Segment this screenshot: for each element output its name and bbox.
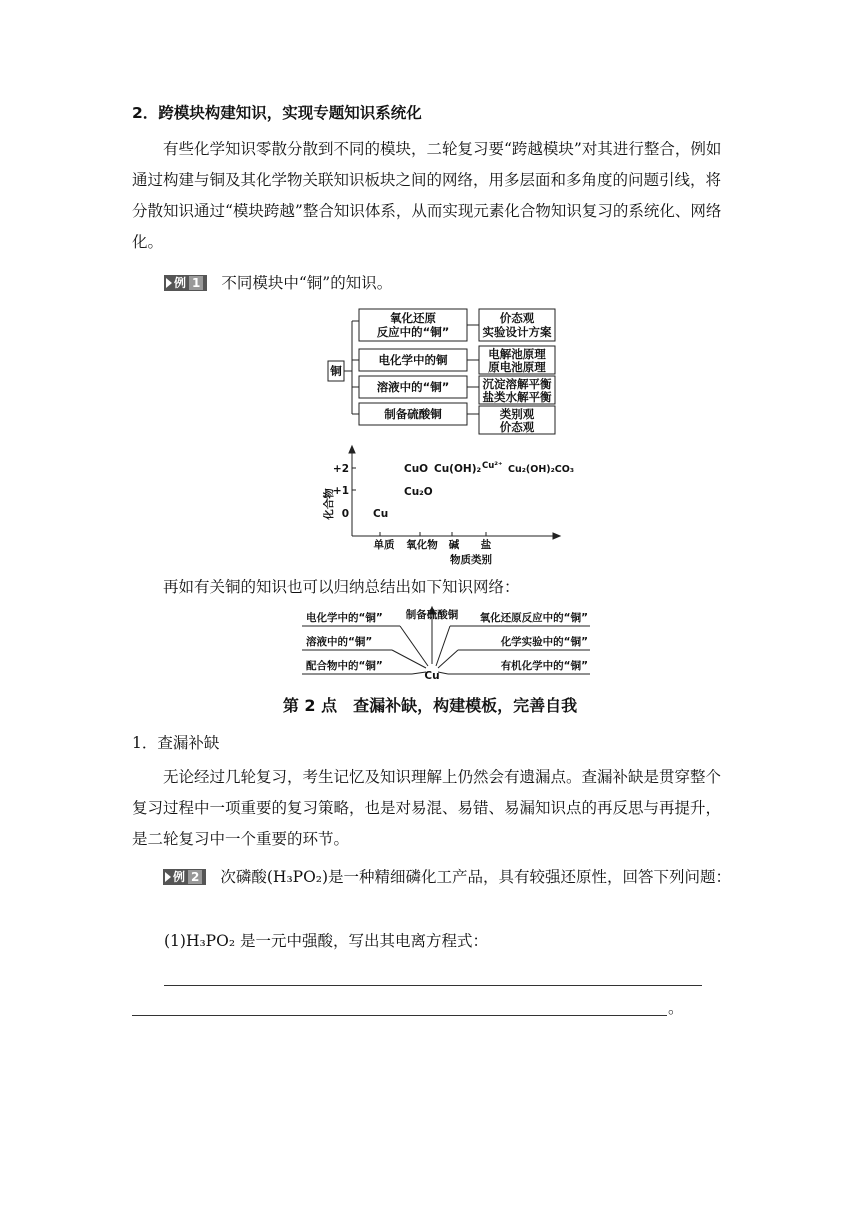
copper-tree-diagram — [325, 306, 565, 436]
net-right-1: 化学实验中的“铜” — [500, 636, 588, 648]
y-tick-plus1: +1 — [332, 485, 349, 497]
net-right-2: 有机化学中的“铜” — [500, 660, 588, 672]
tree-b1-r2: 原电池原理 — [488, 360, 546, 374]
valence-chart — [318, 444, 578, 570]
tree-root: 铜 — [330, 364, 342, 378]
tree-b1-r1: 电解池原理 — [488, 347, 546, 361]
tree-b3-l1: 制备硫酸铜 — [384, 407, 442, 421]
tree-b0-l2: 反应中的“铜” — [376, 325, 450, 339]
example-2 — [132, 862, 732, 893]
item-cu2plus: Cu²⁺ — [482, 461, 503, 471]
y-axis-arrow — [349, 446, 355, 453]
x-tick-salt: 盐 — [480, 539, 492, 551]
tree-b0-l1: 氧化还原 — [390, 311, 436, 325]
question-1: (1)H₃PO₂ 是一元中强酸，写出其电离方程式： — [164, 932, 488, 950]
example-2-text: 次磷酸(H₃PO₂)是一种精细磷化工产品，具有较强还原性，回答下列问题： — [220, 868, 732, 886]
section-2-sub: 1．查漏补缺 — [132, 734, 220, 752]
intro-paragraph: 有些化学知识零散分散到不同的模块，二轮复习要“跨越模块”对其进行整合，例如通过构建与铜及其化学物关联知识板块之间的网络，用多层面和多角度的问题引线，将分散知识通过“模块跨越”整合知识体系，从而实现元素化合物知识复习的系统化、网络化。 — [132, 140, 722, 251]
y-tick-zero: 0 — [341, 508, 349, 520]
item-cuoh2: Cu(OH)₂ — [434, 463, 482, 475]
example-1-text: 不同模块中“铜”的知识。 — [221, 274, 393, 292]
tree-b2-r1: 沉淀溶解平衡 — [482, 377, 552, 391]
section-heading: 2．跨模块构建知识，实现专题知识系统化 — [132, 104, 422, 122]
y-tick-plus2: +2 — [332, 463, 349, 475]
section-2-paragraph: 无论经过几轮复习，考生记忆及知识理解上仍然会有遗漏点。查漏补缺是贯穿整个复习过程中一项重要的复习策略，也是对易混、易错、易漏知识点的再反思与再提升，是二轮复习中一个重要的环节。 — [132, 768, 722, 848]
tree-b2-r2: 盐类水解平衡 — [482, 390, 552, 404]
y-axis-label: 化合物 — [323, 488, 335, 520]
tree-b1-l1: 电化学中的铜 — [378, 353, 448, 367]
net-top: 制备硫酸铜 — [405, 609, 459, 621]
tree-b3-r2: 价态观 — [499, 420, 535, 434]
x-tick-elemental: 单质 — [373, 539, 395, 551]
example-tag: 例 1 — [164, 275, 207, 291]
x-tick-oxide: 氧化物 — [406, 539, 438, 551]
answer-line-2[interactable] — [132, 1015, 667, 1016]
net-center: Cu — [424, 670, 440, 680]
answer-line-1[interactable] — [164, 985, 702, 986]
x-tick-base: 碱 — [448, 539, 460, 551]
x-axis-arrow — [553, 533, 560, 539]
tree-b3-r1: 类别观 — [499, 407, 535, 421]
network-intro: 再如有关铜的知识也可以归纳总结出如下知识网络： — [163, 578, 520, 596]
end-mark: 。 — [668, 999, 684, 1017]
item-cuo: CuO — [404, 463, 429, 475]
net-right-0: 氧化还原反应中的“铜” — [479, 612, 588, 624]
copper-network-diagram — [302, 604, 592, 680]
tree-b0-r2: 实验设计方案 — [482, 325, 552, 339]
example-1 — [164, 268, 724, 299]
item-cu2o: Cu₂O — [404, 486, 433, 498]
tree-b0-r1: 价态观 — [499, 311, 535, 325]
net-left-1: 溶液中的“铜” — [306, 636, 373, 648]
item-basic-carbonate: Cu₂(OH)₂CO₃ — [508, 464, 574, 475]
net-left-2: 配合物中的“铜” — [306, 660, 383, 672]
tree-b2-l1: 溶液中的“铜” — [376, 380, 450, 394]
example-2-tag: 例 2 — [163, 869, 206, 885]
x-axis-label: 物质类别 — [450, 554, 492, 566]
section-2-title: 第 2 点 查漏补缺，构建模板，完善自我 — [282, 696, 578, 715]
net-left-0: 电化学中的“铜” — [306, 612, 383, 624]
item-cu: Cu — [373, 508, 389, 520]
